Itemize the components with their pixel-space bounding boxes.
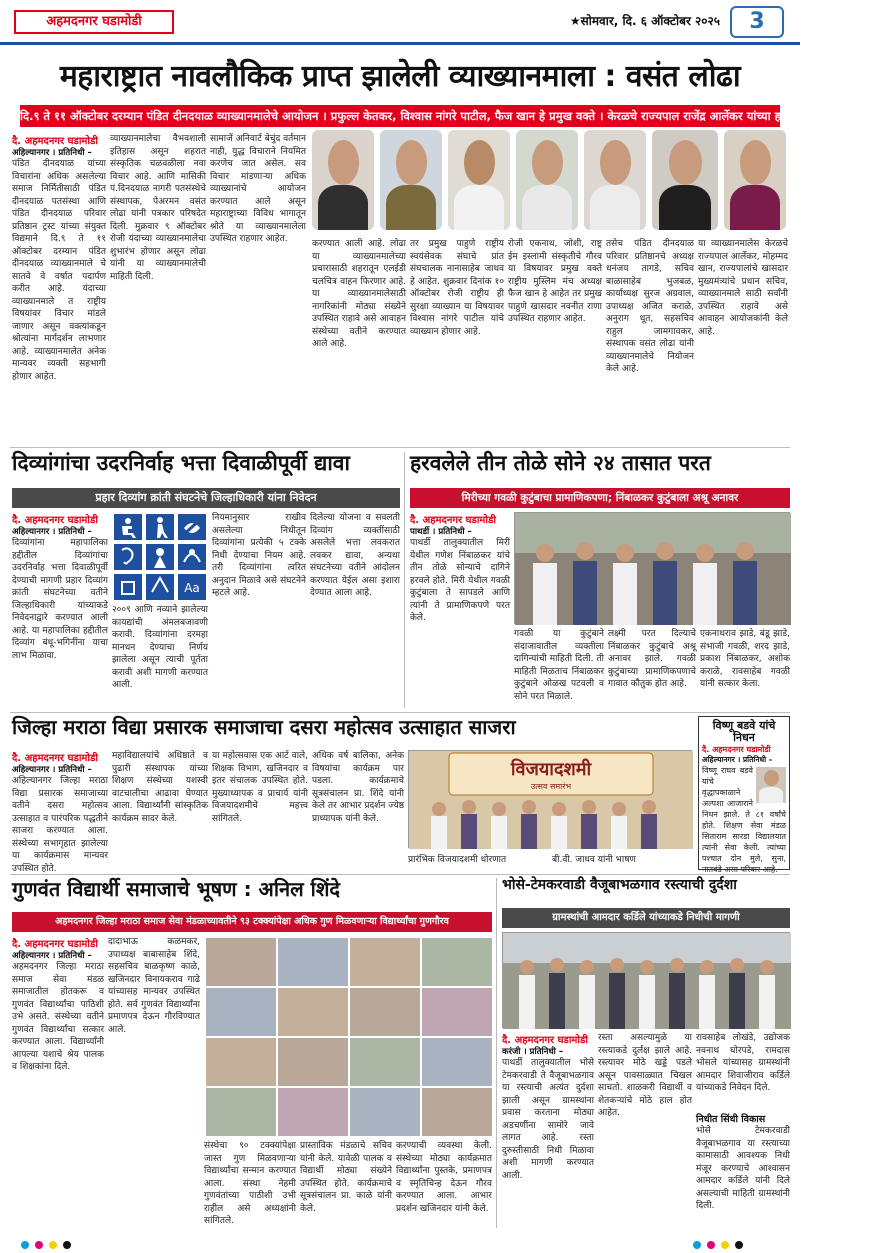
story1-column-3: सामाजें अनिवार्ट बेचुंद वर्तमान नाही, युद्ध विचाराने नियमित करणेच जात असेल. सव विचार मांडणाऱ्या अधिक व्याख्यानांचे आयोजन करण्यात आले असून महाराष्ट्राच्या विविध भागातून श्रोते या व्याख्यानमालेला उपस्थित राहणार आहेत.: [210, 134, 306, 244]
story7-column-1: [502, 1032, 594, 1228]
story6-text-1: अहमदनगर जिल्हा मराठा समाज सेवा मंडळ समाजातील होतकरू व गुणवंत विद्यार्थ्यांचा पाठिशी उभे असते. संस्थेच्या वतीने गुणवंत विद्यार्थ्यांचा सत्कार करण्यात आला. विद्यार्थ्यांनी आपल्या यशाचे श्रेय पालक व शिक्षकांना दिले.: [12, 962, 104, 1072]
divider: [10, 712, 790, 713]
story5-headline: विष्णू बडवे यांचे निधन: [712, 719, 776, 745]
story3-photo: [514, 512, 790, 624]
story7-column-2: रस्ता असल्यामुळे या रस्त्याकडे दुर्लक्ष झाले आहे. रस्त्यावर मोठे खड्डे पडले असून पावसाळ्यात चिखल साचतो. शाळकरी विद्यार्थी व शेतकऱ्यांचे मोठे हाल होत आहेत.: [598, 1033, 692, 1118]
speaker-photo-2: [380, 130, 442, 230]
story7-column-3: [696, 1032, 790, 1228]
story6-deck: अहमदनगर जिल्हा मराठा समाज सेवा मंडळाच्यावतीने ९३ टक्क्यांपेक्षा अधिक गुण मिळवणाऱ्या विद्यार्थ्यांचा गुणगौरव: [12, 912, 492, 932]
story2-column-3: नियमानुसार राखीव असलेल्या निधीतून दिव्यांगांना प्रत्येकी ५ टक्के निधी देण्याचा नियम आहे. तरी दिव्यांगांना त्वरित अनुदान मिळावे असे संघटनेने म्हटले आहे.: [212, 513, 306, 598]
story4-column-2: महाविद्यालयांचे अधिष्ठाते व पुढारी संस्थापक यांच्या शिक्षण संस्थेच्या यशस्वी वाटचालीचा आढावा घेण्यात आला. विद्यार्थ्यांनी सांस्कृतिक कार्यक्रम सादर केले.: [112, 751, 208, 824]
masthead: [0, 0, 800, 44]
story4-dateline: अहिल्यानगर । प्रतिनिधी –: [12, 765, 92, 775]
group-photo: [515, 513, 791, 625]
story1-headline: महाराष्ट्रात नावलौकिक प्राप्त झालेली व्याख्यानमाला : वसंत लोढा: [59, 59, 741, 94]
story3-text-1: पाथर्डी तालुक्यातील मिरी येथील गणेश निंबाळकर यांचे तीन तोळे सोन्याचे दागिने हरवले होते. मिरी येथील गवळी कुटुंबाला ते सापडले आणि त्यांनी ते प्रामाणिकपणे परत केले.: [410, 538, 510, 623]
story1-column-2: व्याख्यानमालेचा वैभवशाली इतिहास असून शहरात संस्कृतिक चळवळीला नवा विचार आहे. आणि मासिकी पं.दिनदयाळ नागरी पतसंस्थेचे संस्थापक, पेअरमन वसंत लोढा यांनी पत्रकार परिषदेत दिली. मुक्रवार ९ ऑक्टोबर रोजी यंदाच्या व्याख्यानमालेचा शुभारंभ होणार असून लोढा यांनी या व्याख्यानमालेची माहिती दिली.: [110, 134, 206, 282]
divider: [10, 874, 790, 875]
story1-column-7: तसेच पंडित दीनदयाळ परिवार प्रतिष्ठानचे अध्यक्ष धनंजय तागडे, सचिव बाळासाहेब भुजबळ, कार्याध्यक्ष सुरज अग्रवाल, उपाध्यक्ष अजित कराळे, अनुराग धूत, सहसचिव राहुल जामगावकर, संस्थापक वसंत लोढा यांनी व्याख्यानमालेचे नियोजन केले आहे.: [606, 239, 694, 374]
svg-text:Aa: Aa: [184, 581, 200, 595]
story4-byline: दै. अहमदनगर घडामोडी: [12, 753, 98, 764]
story4-column-4: अधिक वर्ष बालिका, अनेक विषयांचा कार्यक्रम पार पडला. कार्यक्रमाचे सूत्रसंचालन प्रा. शिंदे यांनी केले तर आभार प्रदर्शन ज्येष्ठ प्राध्यापक यांनी केले.: [312, 751, 404, 824]
story4-caption-left: प्रारंभिक विजयादशमी धोरणात: [408, 855, 507, 865]
story6-dateline: अहिल्यानगर । प्रतिनिधी –: [12, 951, 92, 961]
page-number: 3: [730, 6, 784, 38]
story7-subhead: निधीत सिंधी विकास: [696, 1114, 766, 1125]
speaker-photo-5: [584, 130, 646, 230]
story3-column-3: लक्ष्मी परत दिल्याचे निंबाळकर कुटुंबाचे अश्रू अनावर झाले. गवळी कुटुंबाच्या प्रामाणिकपणाचे गावात कौतुक होत आहे.: [608, 629, 696, 689]
divider: [10, 447, 790, 448]
story7-headline: भोसे-टेमकरवाडी वैजूबाभळगाव रस्त्याची दुर्दशा: [502, 877, 737, 893]
story4-column-1: [12, 750, 108, 874]
story3-byline: दै. अहमदनगर घडामोडी: [410, 515, 496, 526]
print-registration-marks: [0, 1234, 800, 1244]
paper-name: अहमदनगर घडामोडी: [14, 10, 174, 34]
story7-photo: [502, 932, 790, 1028]
story1-dateline: अहिल्यानगर । प्रतिनिधी –: [12, 148, 92, 158]
story6-column-5: करण्याची व्यवस्था केली. संस्थेच्या मोठ्या कार्यक्रमात विद्यार्थ्यांना पुस्तके, प्रमाणपत्र व स्मृतिचिन्ह देऊन गौरव करण्यात आला. आभार प्रदर्शन खजिनदार यांनी केले.: [396, 1141, 492, 1214]
story6-headline: गुणवंत विद्यार्थी समाजाचे भूषण : अनिल शिंदे: [12, 877, 341, 901]
story1-text-1: पंडित दीनदयाळ यांच्या विचारांना अधिक असलेल्या समाज निर्मितीसाठी पंडित दीनदयाळ पतसंस्था आणि पंडित दीनदयाळ परिवार प्रतिष्ठान ट्रस्ट यांच्या संयुक्त विद्यमाने दि.९ ते ११ ऑक्टोबर दरम्यान पंडित दीनदयाळ व्याख्यानमाले चे सातवे वे वर्षात पदार्पण करीत आहे. यंदाच्या व्याख्यानमाले त राष्ट्रीय विषयांवर विचार मांडले जाणार असून वक्त्यांकडून श्रोत्यांना मार्गदर्शन लाभणार आहे. व्याख्यानमालेत अनेक मान्यवर व्यक्ती सहभागी होणार आहेत.: [12, 159, 106, 382]
masthead-rule: [0, 42, 800, 45]
story4-caption-right: बी.वी. जाधव यांनी भाषण: [552, 855, 636, 865]
story7-text-4: भोसे टेमकरवाडी वैजूबाभळगाव या रस्त्याच्या कामासाठी आवश्यक निधी मंजूर करण्याचे आश्वासन आमदार कर्डिले यांनी दिले असल्याची माहिती ग्रामस्थांनी दिली.: [696, 1126, 790, 1211]
story2-byline: दै. अहमदनगर घडामोडी: [12, 515, 98, 526]
story4-photo: [408, 750, 692, 848]
story2-text-1: दिव्यांगांना महापालिका हद्दीतील दिव्यांगांचा उदरनिर्वाह भत्ता दिवाळीपूर्वी देण्याची मागणी प्रहार दिव्यांग क्रांती संघटनेच्या वतीने जिल्हाधिकारी यांच्याकडे निवेदनाद्वारे करण्यात आली आहे. या महापालिका हद्दीतील दिव्यांग बंधू-भगिनींना याचा लाभ मिळावा.: [12, 538, 108, 661]
story3-column-1: [410, 512, 510, 624]
story7-byline: दै. अहमदनगर घडामोडी: [502, 1035, 588, 1046]
story4-column-3: या महोत्सवास एक आर्ट वाले, शिक्षक विभाग, खजिनदार व इतर संचालक उपस्थित होते. मुख्याध्यापक व प्राचार्य यांनी विजयादशमीचे महत्त्व सांगितले.: [212, 751, 308, 824]
speaker-photo-6: [652, 130, 718, 230]
accessibility-icons-graphic: [112, 512, 208, 602]
speaker-photo-1: [312, 130, 374, 230]
story7-deck: ग्रामस्थांची आमदार कर्डिले यांच्याकडे निधीची मागणी: [502, 908, 790, 928]
story3-deck: मिरीच्या गवळी कुटुंबाचा प्रामाणिकपणा; निंबाळकर कुटुंबाला अश्रू अनावर: [410, 488, 790, 508]
divider: [404, 452, 405, 708]
vijayadashami-banner-subtext: उत्सव समारंभ: [530, 782, 572, 791]
story7-text-1: पाथर्डी तालुक्यातील भोसे टेमकरवाडी ते वैजूबाभळगाव या रस्त्याची अत्यंत दुर्दशा झाली असून ग्रामस्थांना प्रवास करताना मोठ्या अडचणींना सामोरे जावे लागत आहे. रस्ता दुरुस्तीसाठी निधी मिळावा अशी मागणी करण्यात आली.: [502, 1058, 594, 1181]
story1-column-5: तर प्रमुख पाहुणे राष्ट्रीय स्वयंसेवक संघाचे प्रांत संघचालक नानासाहेब जाधव हे आहेत. शुक्रवार दिनांक १० ऑक्टोबर रोजी राष्ट्रीय ही सुरक्षा व्याख्यान या विषयावर विश्वास नांगरे पाटील यांचे व्याख्यान होणार आहे.: [410, 239, 504, 337]
story6-column-1: [12, 936, 104, 1228]
story7-text-3: रावसाहेब लोखंडे, उद्योजक नवनाथ घोरपडे, रामदास भोसले यांच्यासह ग्रामस्थांनी आमदार शिवाजीराव कर्डिले यांच्याकडे निवेदन दिले.: [696, 1033, 790, 1093]
story6-column-3: संस्थेचा ९० टक्क्यांपेक्षा जास्त गुण मिळवणाऱ्या विद्यार्थ्यांचा सन्मान करण्यात आला. संस्था नेहमी गुणवंतांच्या पाठीशी उभी राहील असे अध्यक्षांनी सांगितले.: [204, 1141, 296, 1226]
story3-column-2: गवळी या कुटुंबाने संदाजावातील व्यक्तीला दागिन्यांची माहिती दिली. ती माहिती मिळताच निंबाळकर कुटुंबाने ओळख पटवली व सोने परत मिळाले.: [514, 629, 604, 702]
story5-dateline: अहिल्यानगर । प्रतिनिधी –: [702, 755, 773, 765]
story2-column-2: २००९ आणि नव्याने झालेल्या कायद्यांची अंमलबजावणी करावी. दिव्यांगांना दरमहा मानधन देण्याचा निर्णय झालेला असून त्याची पूर्तता करावी अशी मागणी करण्यात आली.: [112, 605, 208, 690]
story2-dateline: अहिल्यानगर । प्रतिनिधी –: [12, 527, 92, 537]
story1-byline: दै. अहमदनगर घडामोडी: [12, 136, 98, 147]
story1-column-8: या व्याख्यानमालेस केरळचे राज्यपाल आर्लेकर, मोहम्मद खान, राज्यपालांचे खासदार मुख्यमंत्र्यांचे प्रधान सचिव, व्याख्यानमाले साठी सर्वांनी उपस्थित राहावे असे आवाहन आयोजकांनी केले आहे.: [698, 239, 788, 337]
story6-byline: दै. अहमदनगर घडामोडी: [12, 939, 98, 950]
story2-column-4: दिलेल्या योजना व सवलती दिव्यांग व्यक्तींसाठी असलेले भत्ता लवकरात लवकर द्यावा, अन्यथा संघटनेच्या वतीने आंदोलन करण्यात येईल असा इशारा देण्यात आला आहे.: [310, 513, 400, 598]
story4-text-1: अहिल्यानगर जिल्हा मराठा विद्या प्रसारक समाजाच्या वतीने दसरा महोत्सव उत्साहात व पारंपरिक पद्धतीने साजरा करण्यात आला. संस्थेच्या सभागृहात झालेल्या या कार्यक्रमास मान्यवर उपस्थित होते.: [12, 776, 108, 874]
story2-headline: दिव्यांगांचा उदरनिर्वाह भत्ता दिवाळीपूर्वी द्यावा: [12, 451, 350, 475]
speakers-photo-strip: [312, 130, 788, 232]
story1-column-1: [12, 133, 106, 443]
divider: [496, 878, 497, 1228]
story1-column-6: रोजी एकनाथ, जोशी, राष्ट्र ईम इस्लामी संस्कृतीचे गौरव या विषयावर प्रमुख वक्ते राष्ट्रीय मुस्लिम मंच अध्यक्ष फैज खान हे आहेत तर प्रमुख पाहुणे खासदार नवनीत राणा उपस्थित राहणार आहेत.: [508, 239, 602, 324]
speaker-photo-3: [448, 130, 510, 230]
speaker-photo-7: [724, 130, 786, 230]
students-felicitation-photos: [205, 937, 493, 1137]
story5-byline: दै. अहमदनगर घडामोडी: [702, 745, 771, 755]
story6-column-2: दादाभाऊ कळमकर, उपाध्यक्ष बाबासाहेब शिंदे, सहसचिव बाळकृष्ण काळे, खजिनदार विनायकराव गाढे यांच्यासह मान्यवर उपस्थित होते. सर्व गुणवंत विद्यार्थ्यांना प्रमाणपत्र देऊन गौरविण्यात आले.: [108, 937, 200, 1035]
story2-deck: प्रहार दिव्यांग क्रांती संघटनेचे जिल्हाधिकारी यांना निवेदन: [12, 488, 400, 508]
story1-deck: दि.९ ते ११ ऑक्टोबर दरम्यान पंडित दीनदयाळ व्याख्यानमालेचे आयोजन । प्रफुल्ल केतकर, विश्वास नांगरे पाटील, फैज खान हे प्रमुख वक्ते । केरळचे राज्यपाल राजेंद्र आर्लेकर यांच्या हस्ते व्याख्यानमालेचे उद्घाटन: [20, 105, 780, 127]
accessibility-icons: [112, 512, 208, 602]
story6-column-4: प्रास्ताविक मंडळाचे सचिव यांनी केले. यावेळी पालक व विद्यार्थी मोठ्या संख्येने उपस्थित होते. कार्यक्रमाचे सूत्रसंचालन प्रा. काळे यांनी केले.: [300, 1141, 392, 1214]
story3-headline: हरवलेले तीन तोळे सोने २४ तासात परत: [410, 451, 711, 475]
story7-dateline: करंजी । प्रतिनिधी –: [502, 1047, 564, 1057]
story4-headline: जिल्हा मराठा विद्या प्रसारक समाजाचा दसरा महोत्सव उत्साहात साजरा: [12, 715, 516, 739]
story3-column-4: एकनाथराव झाडे, बंडू झाडे, संभाजी गवळी, शरद झाडे, प्रकाश निंबाळकर, अशोक कराळे, रावसाहेब गवळी यांनी सत्कार केला.: [700, 629, 790, 689]
issue-date: ★सोमवार, दि. ६ ऑक्टोबर २०२५: [569, 14, 720, 28]
obituary-photo: [756, 767, 786, 803]
vijayadashami-banner-text: विजयादशमी: [510, 759, 592, 780]
story1-column-4: करण्यात आली आहे. लोढा या व्याख्यानमालेच्या प्रचारासाठी शहरातून एलईडी चलचित्र वाहन फिरणार आहे. या व्याख्यानमालेसाठी नागरिकांनी मोठ्या संख्येने उपस्थित राहावे असे आवाहन संस्थेच्या वतीने करण्यात आले आहे.: [312, 239, 406, 349]
story3-dateline: पाथर्डी । प्रतिनिधी –: [410, 527, 472, 537]
story2-column-1: [12, 512, 108, 708]
speaker-photo-4: [516, 130, 578, 230]
story6-photo-grid: [204, 936, 492, 1136]
story5-text: विष्णू राघव बडवे यांचे वृद्धापकाळाने अल्पशा आजाराने निधन झाले. ते ८१ वर्षांचे होते. शिक्षण सेवा मंडळ सिताराम सारडा विद्यालयात त्यांनी सेवा केली. त्यांच्या पश्चात दोन मुले, सुना, नातवंडे असा परिवार आहे.: [702, 766, 786, 875]
obituary-box: [698, 716, 790, 875]
villagers-group-photo: [503, 933, 791, 1029]
